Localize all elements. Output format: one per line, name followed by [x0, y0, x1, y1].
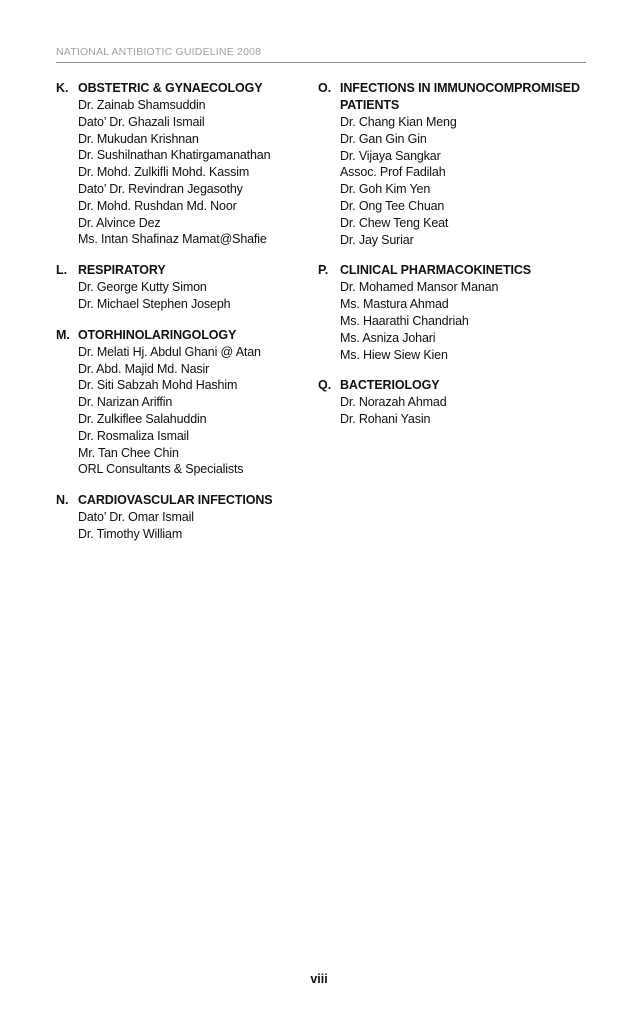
- member-list: [340, 279, 608, 363]
- member-name: Dr. Chew Teng Keat: [340, 215, 449, 230]
- member-name: ORL Consultants & Specialists: [78, 462, 244, 477]
- member-name: Assoc. Prof Fadilah: [340, 165, 446, 180]
- member-list: [78, 97, 318, 248]
- section-title: BACTERIOLOGY: [340, 378, 440, 393]
- member-name: Dr. George Kutty Simon: [78, 280, 207, 295]
- member-list: [340, 394, 608, 428]
- section-letter: O.: [318, 81, 332, 95]
- section-title: INFECTIONS IN IMMUNOCOMPROMISED PATIENTS: [340, 81, 580, 112]
- left-column: [56, 80, 318, 557]
- member-list: [340, 114, 608, 248]
- member-name: Ms. Asniza Johari: [340, 330, 436, 345]
- section-title: OTORHINOLARINGOLOGY: [78, 327, 237, 342]
- member-name: Dr. Melati Hj. Abdul Ghani @ Atan: [78, 344, 261, 359]
- member-list: [78, 279, 318, 313]
- committee-section: [318, 377, 608, 428]
- committee-section: [56, 80, 318, 248]
- member-name: Ms. Hiew Siew Kien: [340, 347, 448, 362]
- right-column: [318, 80, 608, 442]
- member-name: Dr. Norazah Ahmad: [340, 395, 447, 410]
- member-list: [78, 509, 318, 543]
- member-name: Dr. Timothy William: [78, 526, 183, 541]
- member-name: Dr. Alvince Dez: [78, 215, 161, 230]
- member-name: Dr. Sushilnathan Khatirgamanathan: [78, 148, 271, 163]
- section-letter: L.: [56, 263, 68, 278]
- section-letter: Q.: [318, 378, 332, 393]
- section-title: OBSTETRIC & GYNAECOLOGY: [78, 81, 263, 95]
- member-name: Mr. Tan Chee Chin: [78, 445, 179, 460]
- member-name: Dr. Zulkiflee Salahuddin: [78, 411, 207, 426]
- member-name: Ms. Haarathi Chandriah: [340, 313, 469, 328]
- member-name: Dr. Ong Tee Chuan: [340, 198, 445, 213]
- member-name: Dr. Abd. Majid Md. Nasir: [78, 361, 210, 376]
- section-letter: M.: [56, 327, 70, 342]
- section-title: CARDIOVASCULAR INFECTIONS: [78, 493, 273, 508]
- member-name: Dr. Vijaya Sangkar: [340, 148, 441, 163]
- section-title: RESPIRATORY: [78, 263, 166, 278]
- committee-section: [318, 262, 608, 363]
- header-rule: [56, 62, 586, 63]
- member-name: Dr. Zainab Shamsuddin: [78, 98, 206, 112]
- member-name: Ms. Intan Shafinaz Mamat@Shafie: [78, 232, 267, 247]
- committee-section: [56, 262, 318, 313]
- member-name: Dr. Narizan Ariffin: [78, 395, 173, 410]
- member-name: Dr. Mohamed Mansor Manan: [340, 280, 499, 295]
- member-name: Dr. Goh Kim Yen: [340, 182, 431, 197]
- member-name: Dr. Rohani Yasin: [340, 412, 431, 427]
- committee-section: [56, 492, 318, 543]
- running-header: NATIONAL ANTIBIOTIC GUIDELINE 2008: [56, 46, 262, 58]
- member-name: Dr. Rosmaliza Ismail: [78, 428, 189, 443]
- section-letter: N.: [56, 493, 69, 508]
- member-name: Dato’ Dr. Omar Ismail: [78, 510, 194, 525]
- section-title: CLINICAL PHARMACOKINETICS: [340, 263, 532, 278]
- member-name: Dr. Jay Suriar: [340, 232, 414, 247]
- member-name: Dato’ Dr. Revindran Jegasothy: [78, 181, 243, 196]
- member-name: Ms. Mastura Ahmad: [340, 297, 449, 312]
- member-name: Dr. Siti Sabzah Mohd Hashim: [78, 378, 238, 393]
- member-name: Dr. Mukudan Krishnan: [78, 131, 199, 146]
- committee-section: [318, 80, 608, 248]
- member-name: Dr. Michael Stephen Joseph: [78, 296, 231, 311]
- committee-section: [56, 327, 318, 478]
- page-number: viii: [310, 972, 328, 986]
- section-letter: K.: [56, 81, 69, 95]
- member-name: Dr. Mohd. Rushdan Md. Noor: [78, 198, 237, 213]
- member-name: Dato’ Dr. Ghazali Ismail: [78, 114, 205, 129]
- member-name: Dr. Gan Gin Gin: [340, 131, 427, 146]
- member-name: Dr. Chang Kian Meng: [340, 115, 457, 129]
- section-letter: P.: [318, 263, 329, 278]
- member-list: [78, 344, 318, 478]
- member-name: Dr. Mohd. Zulkifli Mohd. Kassim: [78, 165, 250, 180]
